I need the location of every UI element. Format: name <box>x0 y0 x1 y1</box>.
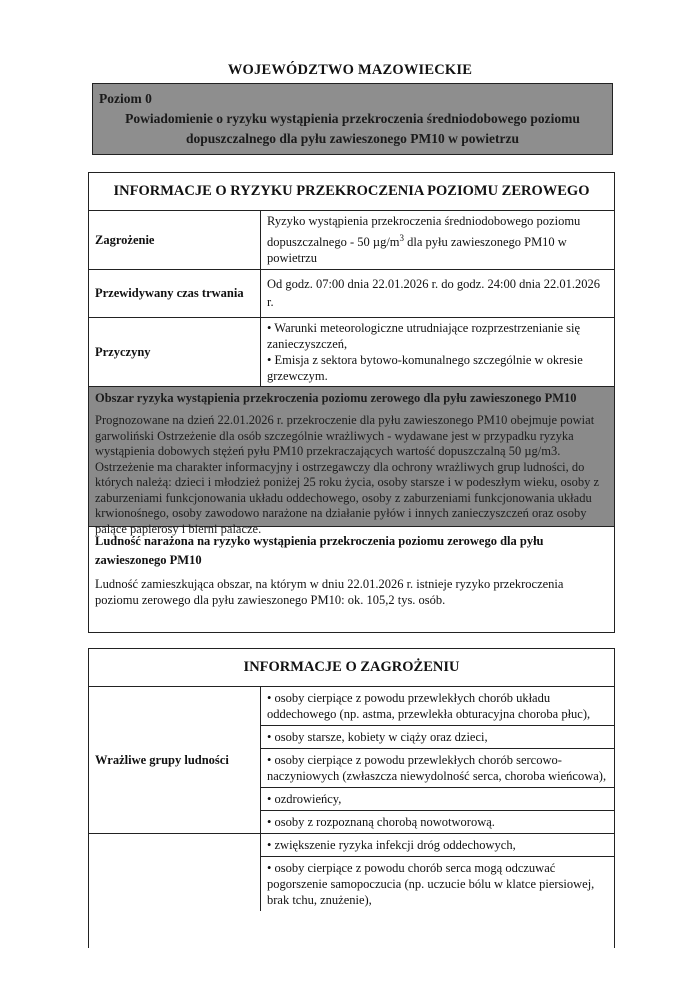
risk-info-table <box>89 211 614 387</box>
level-label: Poziom 0 <box>99 91 152 106</box>
threat-value-text-end: dla pyłu zawieszonego PM10 w powietrzu <box>267 234 567 266</box>
threat-info-section <box>88 648 615 948</box>
risk-area-block <box>89 387 614 536</box>
list-item: • ozdrowieńcy, <box>261 788 614 811</box>
duration-value: Od godz. 07:00 dnia 22.01.2026 r. do godz. 24:00 dnia 22.01.2026 r. <box>261 269 615 317</box>
causes-label: Przyczyny <box>89 317 261 386</box>
risk-area-heading: Obszar ryzyka wystąpienia przekroczenia poziomu zerowego dla pyłu zawieszonego PM10 <box>95 390 577 405</box>
sensitive-groups-list <box>261 687 615 834</box>
threat-info-heading: INFORMACJE O ZAGROŻENIU <box>89 649 614 687</box>
health-effects-row <box>89 834 614 912</box>
risk-area-text: Prognozowane na dzień 22.01.2026 r. przekroczenie dla pyłu zawieszonego PM10 obejmuje powiat garwoliński Ostrzeżenie dla osób szczególnie wrażliwych - wydawane jest w przypadku ryzyka wystąpienia dobowych stężeń pyłu PM10 przekraczających wartość dopuszczalną 50 µg/m3. Ostrzeżenie ma charakter informacyjny i ostrzegawczy dla ochrony wrażliwych grup ludności, do których należą: dzieci i młodzież poniżej 25 roku życia, osoby starsze i w podeszłym wieku, osoby z zaburzeniami funkcjonowania układu oddechowego, osoby z zaburzeniami funkcjonowania układu krwionośnego, osoby zawodowo narażone na działanie pyłów i innych zanieczyszczeń oraz osoby palące papierosy i bierni palacze. <box>95 413 600 536</box>
duration-row <box>89 269 614 317</box>
exposed-population-heading: Ludność narażona na ryzyko wystąpienia przekroczenia poziomu zerowego dla pyłu zawieszonego PM10 <box>95 533 544 567</box>
threat-value <box>261 211 615 269</box>
health-effects-label <box>89 834 261 912</box>
list-item: • osoby cierpiące z powodu przewlekłych chorób sercowo-naczyniowych (zwłaszcza niewydolność serca, choroba wieńcowa), <box>261 749 614 788</box>
list-item: • osoby cierpiące z powodu przewlekłych chorób układu oddechowego (np. astma, przewlekła obturacyjna choroba płuc), <box>261 687 614 726</box>
threat-row <box>89 211 614 269</box>
list-item: • zwiększenie ryzyka infekcji dróg oddechowych, <box>261 834 614 857</box>
duration-label: Przewidywany czas trwania <box>89 269 261 317</box>
threat-groups-table <box>89 687 614 911</box>
cause-item: • Emisja z sektora bytowo-komunalnego szczególnie w okresie grzewczym. <box>267 352 583 383</box>
threat-value-text: Ryzyko wystąpienia przekroczenia średniodobowego poziomu dopuszczalnego - 50 µg/m <box>267 214 581 249</box>
health-effects-list <box>261 834 615 912</box>
list-item: • osoby cierpiące z powodu chorób serca mogą odczuwać pogorszenie samopoczucia (np. uczucie bólu w klatce piersiowej, brak tchu, znużenie), <box>267 861 595 907</box>
exposed-population-block <box>89 527 614 613</box>
threat-value-sup: 3 <box>399 232 405 243</box>
threat-label: Zagrożenie <box>89 211 261 269</box>
causes-value <box>261 317 615 386</box>
risk-info-heading: INFORMACJE O RYZYKU PRZEKROCZENIA POZIOMU ZEROWEGO <box>89 173 614 211</box>
sensitive-groups-row <box>89 687 614 834</box>
notice-title: Powiadomienie o ryzyku wystąpienia przekroczenia średniodobowego poziomu dopuszczalnego dla pyłu zawieszonego PM10 w powietrzu <box>125 111 580 146</box>
cause-item: • Warunki meteorologiczne utrudniające rozprzestrzenianie się zanieczyszczeń, <box>267 320 581 351</box>
exposed-population-text: Ludność zamieszkująca obszar, na którym w dniu 22.01.2026 r. istnieje ryzyko przekroczenia poziomu zerowego dla pyłu zawieszonego PM10: ok. 105,2 tys. osób. <box>95 576 564 607</box>
causes-row <box>89 317 614 386</box>
sensitive-groups-label: Wrażliwe grupy ludności <box>89 687 261 834</box>
document-title: WOJEWÓDZTWO MAZOWIECKIE <box>227 62 473 78</box>
list-item: • osoby starsze, kobiety w ciąży oraz dzieci, <box>261 726 614 749</box>
list-item: • osoby z rozpoznaną chorobą nowotworową. <box>267 815 495 829</box>
level-notice-box <box>92 83 613 155</box>
risk-info-section <box>88 172 615 633</box>
